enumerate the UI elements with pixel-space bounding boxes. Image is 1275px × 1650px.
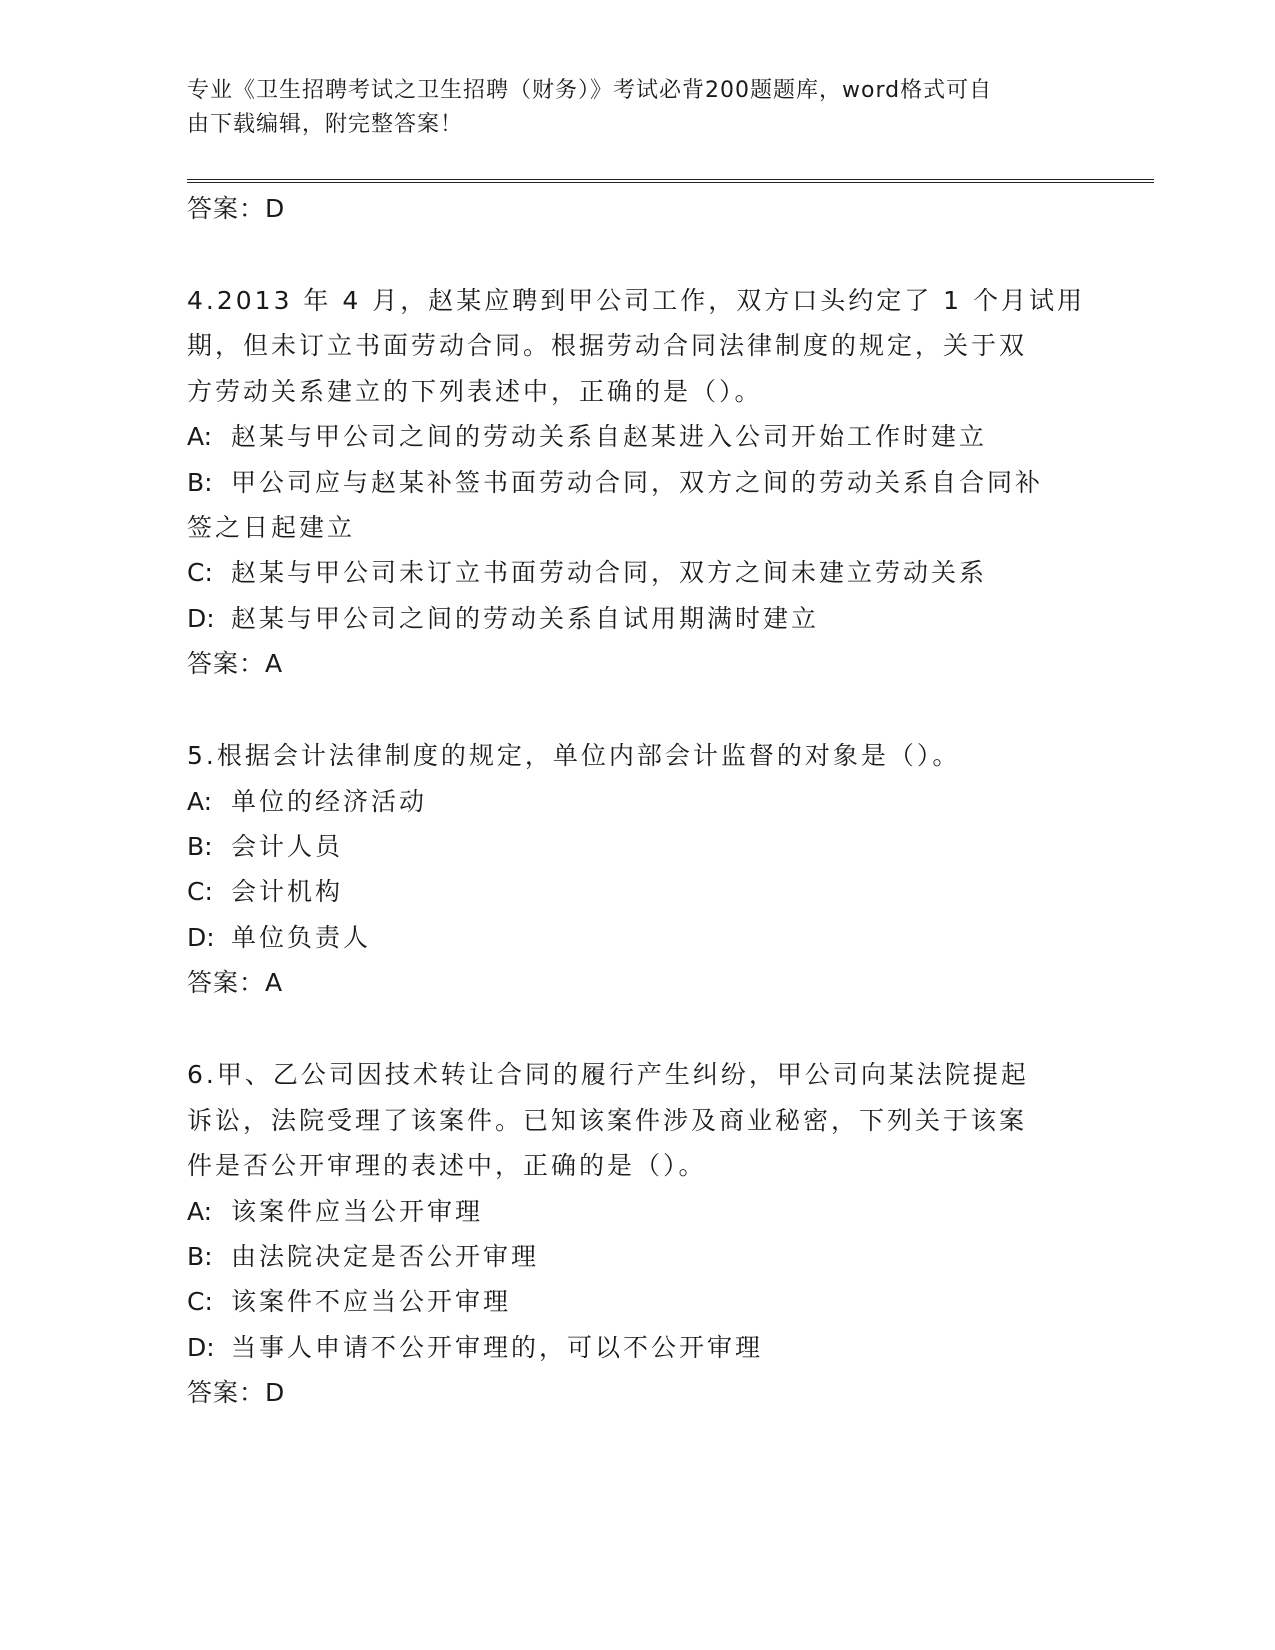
option-text: 赵某与甲公司未订立书面劳动合同，双方之间未建立劳动关系 [231, 558, 988, 588]
option-text-continued: 签之日起建立 [187, 513, 356, 543]
option-b [187, 1234, 1087, 1279]
option-a [187, 414, 1087, 459]
answer: 答案：A [187, 649, 284, 679]
option-letter: D: [187, 922, 215, 952]
option-letter: A: [187, 422, 213, 452]
question-text-line: 5.根据会计法律制度的规定，单位内部会计监督的对象是（）。 [187, 741, 961, 771]
question-text-line: 件是否公开审理的表述中，正确的是（）。 [187, 1151, 707, 1181]
option-letter: C: [187, 558, 213, 588]
option-letter: C: [187, 877, 213, 907]
previous-answer: 答案：D [187, 194, 286, 223]
option-letter: D: [187, 1332, 215, 1362]
option-text: 单位负责人 [231, 922, 372, 952]
option-letter: A: [187, 786, 213, 816]
header-double-rule [187, 179, 1154, 183]
option-text: 赵某与甲公司之间的劳动关系自赵某进入公司开始工作时建立 [231, 422, 988, 452]
question-text-line: 6.甲、乙公司因技术转让合同的履行产生纠纷，甲公司向某法院提起 [187, 1060, 1029, 1090]
header-line-2: 由下载编辑，附完整答案！ [187, 112, 464, 137]
question-text-line: 方劳动关系建立的下列表述中，正确的是（）。 [187, 376, 763, 406]
question-5 [187, 733, 1087, 1006]
option-c [187, 1279, 1087, 1324]
option-text: 单位的经济活动 [231, 786, 428, 816]
option-c [187, 550, 1087, 595]
answer: 答案：D [187, 1378, 286, 1408]
option-d [187, 1325, 1087, 1370]
option-c [187, 869, 1087, 914]
option-letter: B: [187, 832, 213, 862]
document-header [187, 74, 1067, 142]
question-text-line: 诉讼，法院受理了该案件。已知该案件涉及商业秘密，下列关于该案 [187, 1105, 1028, 1135]
option-b [187, 824, 1087, 869]
option-letter: D: [187, 603, 215, 633]
question-text-line: 4.2013 年 4 月，赵某应聘到甲公司工作，双方口头约定了 1 个月试用 [187, 286, 1086, 315]
question-6 [187, 1052, 1087, 1416]
option-letter: A: [187, 1196, 213, 1226]
option-text: 会计人员 [231, 832, 344, 862]
option-text: 甲公司应与赵某补签书面劳动合同，双方之间的劳动关系自合同补 [231, 467, 1044, 497]
option-text: 会计机构 [231, 877, 344, 907]
question-4 [187, 278, 1087, 687]
option-a [187, 779, 1087, 824]
option-text: 由法院决定是否公开审理 [231, 1241, 540, 1271]
option-letter: C: [187, 1287, 213, 1317]
option-d [187, 915, 1087, 960]
option-text: 该案件不应当公开审理 [231, 1287, 512, 1317]
option-d [187, 596, 1087, 641]
option-a [187, 1189, 1087, 1234]
option-letter: B: [187, 467, 213, 497]
option-text: 该案件应当公开审理 [231, 1196, 484, 1226]
option-letter: B: [187, 1241, 213, 1271]
answer: 答案：A [187, 968, 284, 998]
header-line-1: 专业《卫生招聘考试之卫生招聘（财务）》考试必背200题题库，word格式可自 [187, 78, 993, 103]
option-text: 赵某与甲公司之间的劳动关系自试用期满时建立 [231, 603, 820, 633]
option-text: 当事人申请不公开审理的，可以不公开审理 [231, 1332, 764, 1362]
option-b [187, 460, 1087, 505]
document-body [187, 186, 1087, 1416]
question-text-line: 期，但未订立书面劳动合同。根据劳动合同法律制度的规定，关于双 [187, 331, 1028, 361]
